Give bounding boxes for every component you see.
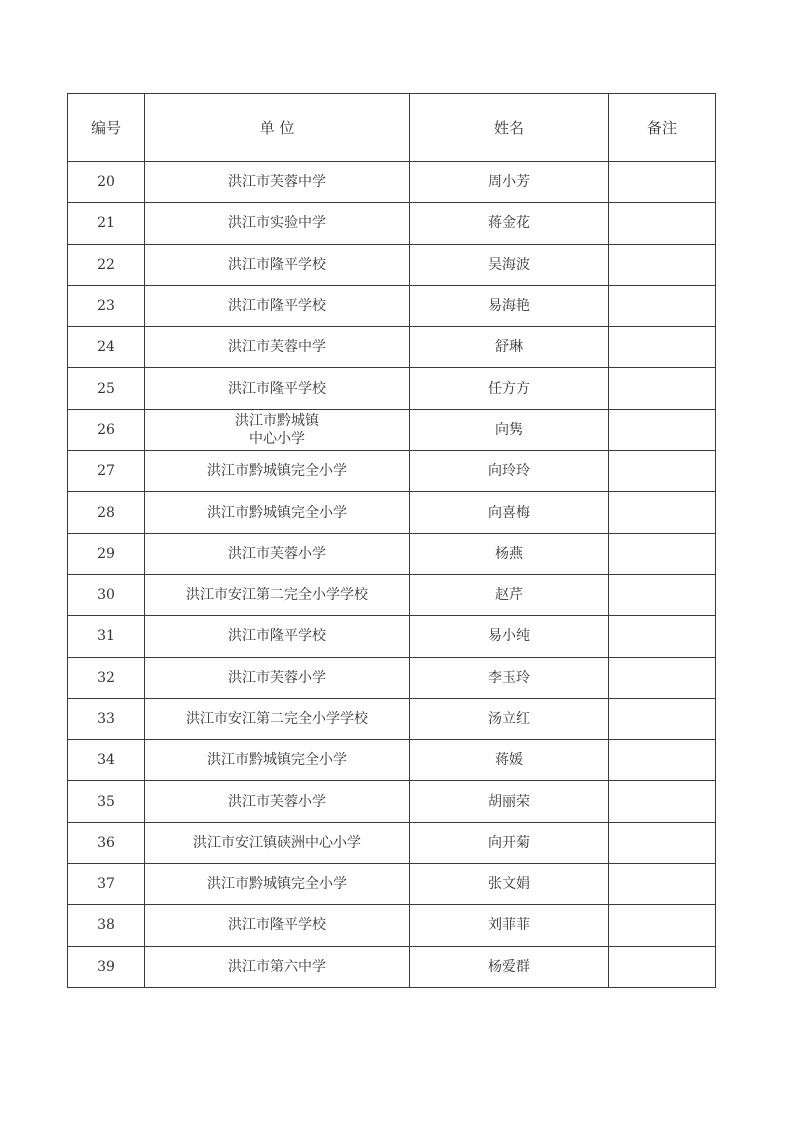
cell-name: 向喜梅 — [410, 492, 609, 533]
table-row — [68, 285, 716, 326]
cell-number: 30 — [68, 574, 145, 615]
table-body — [68, 162, 716, 988]
cell-unit: 洪江市芙蓉中学 — [145, 162, 410, 203]
cell-number: 37 — [68, 864, 145, 905]
cell-number: 27 — [68, 451, 145, 492]
cell-name: 周小芳 — [410, 162, 609, 203]
cell-unit: 洪江市芙蓉小学 — [145, 781, 410, 822]
cell-unit: 洪江市隆平学校 — [145, 368, 410, 409]
table-row — [68, 533, 716, 574]
table-row — [68, 162, 716, 203]
cell-remark — [609, 327, 716, 368]
cell-unit: 洪江市芙蓉小学 — [145, 657, 410, 698]
header-number: 编号 — [68, 94, 145, 162]
table-row — [68, 698, 716, 739]
header-name: 姓名 — [410, 94, 609, 162]
cell-name: 蒋金花 — [410, 203, 609, 244]
cell-unit: 洪江市隆平学校 — [145, 244, 410, 285]
table-row — [68, 657, 716, 698]
cell-unit: 洪江市黔城镇完全小学 — [145, 864, 410, 905]
table-row — [68, 244, 716, 285]
table-row — [68, 574, 716, 615]
cell-unit: 洪江市实验中学 — [145, 203, 410, 244]
cell-remark — [609, 409, 716, 450]
cell-remark — [609, 368, 716, 409]
cell-unit: 洪江市芙蓉中学 — [145, 327, 410, 368]
cell-remark — [609, 162, 716, 203]
header-remark: 备注 — [609, 94, 716, 162]
cell-remark — [609, 451, 716, 492]
table-row — [68, 451, 716, 492]
cell-name: 吴海波 — [410, 244, 609, 285]
cell-unit: 洪江市黔城镇 中心小学 — [145, 409, 410, 450]
table-header-row — [68, 94, 716, 162]
table-row — [68, 368, 716, 409]
cell-number: 26 — [68, 409, 145, 450]
cell-name: 向隽 — [410, 409, 609, 450]
header-unit: 单 位 — [145, 94, 410, 162]
cell-unit: 洪江市隆平学校 — [145, 905, 410, 946]
cell-unit: 洪江市安江镇硖洲中心小学 — [145, 822, 410, 863]
cell-remark — [609, 905, 716, 946]
cell-number: 28 — [68, 492, 145, 533]
table-row — [68, 822, 716, 863]
table-row — [68, 781, 716, 822]
table-row — [68, 905, 716, 946]
cell-number: 39 — [68, 946, 145, 987]
table-row — [68, 864, 716, 905]
table-row — [68, 946, 716, 987]
cell-name: 胡丽荣 — [410, 781, 609, 822]
cell-remark — [609, 533, 716, 574]
cell-number: 21 — [68, 203, 145, 244]
cell-number: 33 — [68, 698, 145, 739]
table-row — [68, 740, 716, 781]
cell-remark — [609, 740, 716, 781]
cell-number: 35 — [68, 781, 145, 822]
cell-name: 任方方 — [410, 368, 609, 409]
cell-name: 向玲玲 — [410, 451, 609, 492]
cell-name: 舒琳 — [410, 327, 609, 368]
cell-name: 易小纯 — [410, 616, 609, 657]
cell-remark — [609, 203, 716, 244]
cell-remark — [609, 285, 716, 326]
cell-name: 张文娟 — [410, 864, 609, 905]
cell-unit: 洪江市芙蓉小学 — [145, 533, 410, 574]
table-row — [68, 409, 716, 450]
cell-unit: 洪江市安江第二完全小学学校 — [145, 574, 410, 615]
cell-number: 20 — [68, 162, 145, 203]
cell-number: 23 — [68, 285, 145, 326]
cell-name: 向开菊 — [410, 822, 609, 863]
cell-number: 25 — [68, 368, 145, 409]
cell-name: 刘菲菲 — [410, 905, 609, 946]
cell-remark — [609, 574, 716, 615]
table-row — [68, 203, 716, 244]
cell-number: 34 — [68, 740, 145, 781]
cell-remark — [609, 864, 716, 905]
cell-remark — [609, 946, 716, 987]
cell-number: 22 — [68, 244, 145, 285]
cell-unit: 洪江市黔城镇完全小学 — [145, 740, 410, 781]
cell-name: 易海艳 — [410, 285, 609, 326]
table-row — [68, 492, 716, 533]
cell-remark — [609, 492, 716, 533]
cell-name: 杨爱群 — [410, 946, 609, 987]
cell-remark — [609, 698, 716, 739]
cell-unit: 洪江市黔城镇完全小学 — [145, 451, 410, 492]
cell-name: 杨燕 — [410, 533, 609, 574]
cell-number: 31 — [68, 616, 145, 657]
cell-number: 29 — [68, 533, 145, 574]
cell-number: 24 — [68, 327, 145, 368]
cell-number: 32 — [68, 657, 145, 698]
table-row — [68, 616, 716, 657]
cell-name: 蒋媛 — [410, 740, 609, 781]
cell-number: 38 — [68, 905, 145, 946]
roster-table — [67, 93, 716, 988]
cell-name: 汤立红 — [410, 698, 609, 739]
table-row — [68, 327, 716, 368]
cell-unit: 洪江市第六中学 — [145, 946, 410, 987]
cell-remark — [609, 244, 716, 285]
cell-remark — [609, 616, 716, 657]
cell-unit: 洪江市黔城镇完全小学 — [145, 492, 410, 533]
cell-number: 36 — [68, 822, 145, 863]
cell-remark — [609, 822, 716, 863]
cell-unit: 洪江市隆平学校 — [145, 285, 410, 326]
cell-name: 赵芹 — [410, 574, 609, 615]
cell-unit: 洪江市安江第二完全小学学校 — [145, 698, 410, 739]
cell-name: 李玉玲 — [410, 657, 609, 698]
cell-unit: 洪江市隆平学校 — [145, 616, 410, 657]
cell-remark — [609, 657, 716, 698]
cell-remark — [609, 781, 716, 822]
